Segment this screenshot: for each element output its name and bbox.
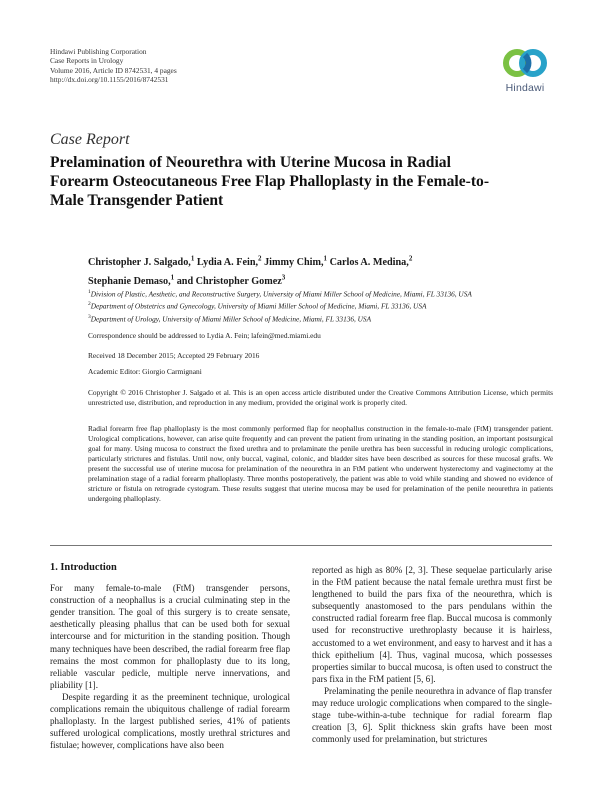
author: Jimmy Chim,$^1$ bbox=[264, 255, 328, 269]
body-column-right bbox=[312, 564, 552, 745]
article-type: Case Report bbox=[50, 131, 130, 148]
section-divider bbox=[50, 545, 552, 546]
author-list bbox=[88, 252, 528, 290]
abstract: Radial forearm free flap phalloplasty is the most commonly performed flap for neophallus construction in the female-to-male (FtM) transgender patient. Urological complications, however, can arise quite frequently and can prevent the patient from urinating in the standing position, an important postsurgical goal for many. Using mucosa to construct the fixed urethra and to prelaminate the penile urethra has been successful in reducing urologic complications, particularly strictures and fistulas. Until now, only buccal, vaginal, colonic, and bladder sites have been described as sources for these mucosal grafts. We present the successful use of uterine mucosa for prelamination of the neourethra in an FtM patient who underwent hysterectomy and vaginectomy at the prelamination stage of a radial forearm phalloplasty. Three months postoperatively, the patient was able to void while standing and showed no evidence of stricture or fistula on retrograde cystogram. These results suggest that uterine mucosa may be used for prelamination of the penile neourethra in patients undergoing phalloplasty. bbox=[88, 424, 553, 503]
academic-editor: Academic Editor: Giorgio Carmignani bbox=[88, 367, 202, 376]
correspondence-line: Correspondence should be addressed to Lydia A. Fein; lafein@med.miami.edu bbox=[88, 331, 321, 340]
affiliation: $^2$Department of Obstetrics and Gynecology, University of Miami Miller School of Medicine, Miami, FL 33136, USA bbox=[88, 301, 427, 311]
logo-text: Hindawi bbox=[505, 82, 545, 94]
paragraph: For many female-to-male (FtM) transgender persons, construction of a neophallus is a crucial culminating step in the gender transition. The goal of this surgery is to create sensate, aesthetically pleasing phallus that can be used both for sexual intercourse and for micturition in the standing position. Though many techniques have been described, the radial forearm free flap remains the most common for phalloplasty due to its long, reliable vascular pedicle, multiple nerve innervations, and pliability [1]. bbox=[50, 583, 290, 690]
author: Stephanie Demaso,$^1$ bbox=[88, 273, 175, 288]
article-title: Prelamination of Neourethra with Uterine Mucosa in Radial Forearm Osteocutaneous Free Flap Phalloplasty in the Female-to-Male Transgender Patient bbox=[50, 154, 490, 209]
publisher-name: Hindawi Publishing Corporation bbox=[50, 47, 147, 56]
received-dates: Received 18 December 2015; Accepted 29 February 2016 bbox=[88, 351, 260, 360]
doi-link[interactable]: http://dx.doi.org/10.1155/2016/8742531 bbox=[50, 75, 169, 85]
journal-name: Case Reports in Urology bbox=[50, 56, 124, 66]
paragraph: Despite regarding it as the preeminent technique, urological complications remain the ubiquitous challenge of radial forearm phalloplasty. In the largest published series, 41% of patients suffered urological complications, mostly urethral strictures and fistulae; however, complications have also been bbox=[50, 691, 290, 751]
volume-info: Volume 2016, Article ID 8742531, 4 pages bbox=[50, 65, 177, 75]
paragraph: reported as high as 80% [2, 3]. These sequelae particularly arise in the FtM patient because the natal female urethra must first be lengthened to build the pars fixa of the neourethra, which is subsequently anastomosed to the pars pendulans within the constructed radial forearm free flap. Buccal mucosa is commonly used for reconstructive urethroplasty because it is hairless, accustomed to a wet environment, and easy to harvest and it has a thick epithelium [4]. Thus, vaginal mucosa, which possesses properties similar to buccal mucosa, is often used to construct the pars fixa in the FtM patient [5, 6]. bbox=[312, 565, 552, 684]
author: Carlos A. Medina,$^2$ bbox=[329, 255, 413, 269]
affiliation-list bbox=[88, 287, 558, 324]
author: Lydia A. Fein,$^2$ bbox=[196, 255, 262, 269]
hindawi-logo-icon bbox=[502, 43, 548, 83]
journal-header bbox=[50, 47, 177, 85]
hindawi-logo[interactable] bbox=[496, 43, 554, 103]
author: Christopher J. Salgado,$^1$ bbox=[88, 255, 195, 269]
copyright-notice: Copyright © 2016 Christopher J. Salgado et al. This is an open access article distributed under the Creative Commons Attribution License, which permits unrestricted use, distribution, and reproduction in any medium, provided the original work is properly cited. bbox=[88, 388, 553, 407]
affiliation: $^3$Department of Urology, University of Miami Miller School of Medicine, Miami, FL 33136, USA bbox=[88, 313, 372, 324]
section-heading: 1. Introduction bbox=[50, 562, 117, 573]
paragraph: Prelaminating the penile neourethra in advance of flap transfer may reduce urologic complications when compared to the single-stage tube-within-a-tube technique for radial forearm flap creation [3, 6]. Split thickness skin grafts have been most commonly used for prelamination, but strictures bbox=[312, 685, 552, 745]
author: and Christopher Gomez$^3$ bbox=[176, 273, 286, 288]
body-column-left bbox=[50, 562, 290, 751]
affiliation: $^1$Division of Plastic, Aesthetic, and Reconstructive Surgery, University of Miami Miller School of Medicine, Miami, FL 33136, USA bbox=[88, 289, 472, 299]
